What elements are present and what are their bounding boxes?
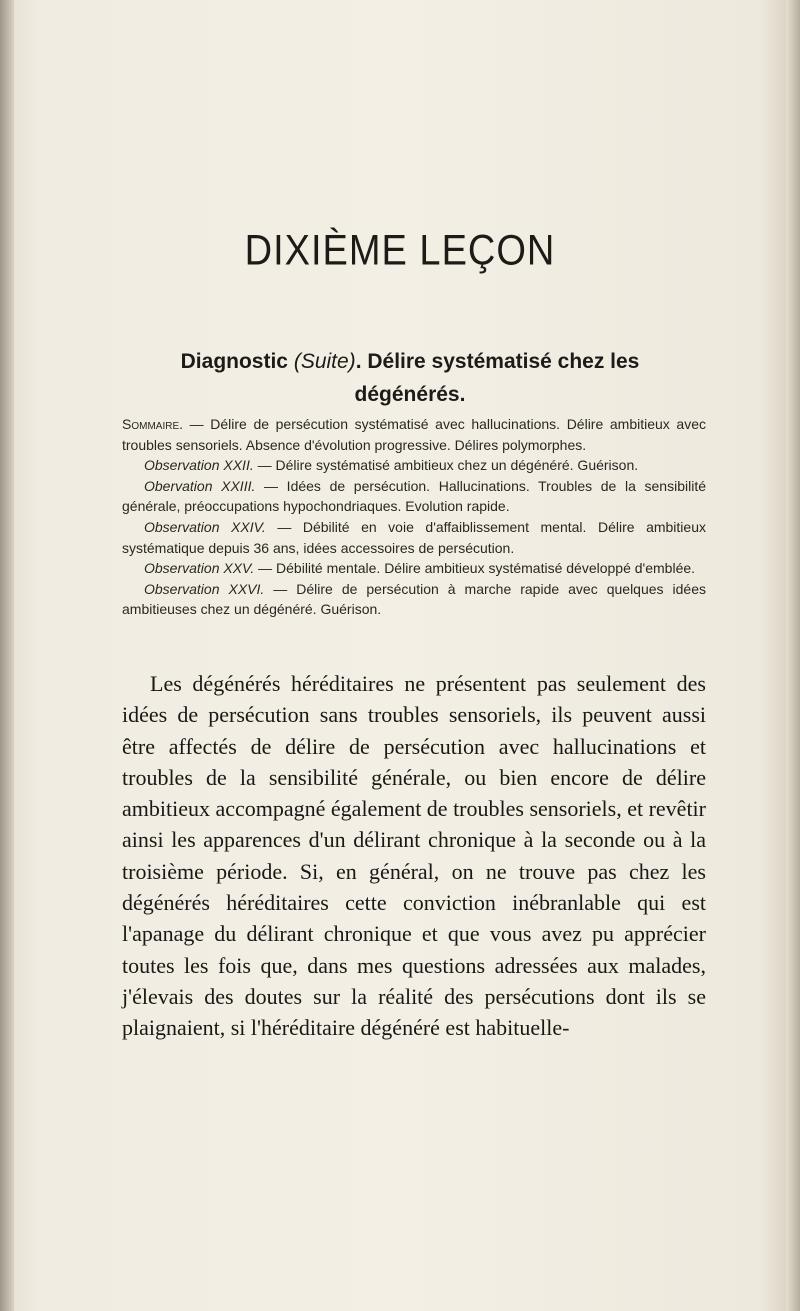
heading-part-suite: (Suite) — [293, 350, 356, 373]
observation-text: — Débilité en voie d'affaiblissement mental. Délire ambitieux systématique depuis 36 ans, idées accessoires de persécution. — [122, 518, 706, 556]
observation-label: Observation XXIV. — [144, 518, 266, 535]
summary-observation — [122, 579, 706, 620]
heading-part-topic: . Délire systématisé chez les dégénérés. — [354, 350, 640, 406]
summary-intro — [122, 414, 706, 455]
chapter-title: DIXIÈME LEÇON — [244, 227, 556, 275]
summary-observation — [122, 455, 706, 476]
page-edge-right — [786, 0, 800, 1311]
body-paragraph: Les dégénérés héréditaires ne présentent pas seulement des idées de persécution sans troubles sensoriels, ils peuvent aussi être affectés de délire de persécution avec hallucinations et troubles de la sensibilité générale, ou bien encore de délire ambitieux accompagné également de troubles sensoriels, et revêtir ainsi les apparences d'un délirant chronique à la seconde ou à la troisième période. Si, en général, on ne trouve pas chez les dégénérés héréditaires cette conviction inébranlable qui est l'apanage du délirant chronique et que vous avez pu apprécier toutes les fois que, dans mes questions adressées aux malades, j'élevais des doutes sur la réalité des persécutions dont ils se plaignaient, si l'héréditaire dégénéré est habituelle- — [122, 671, 706, 1041]
observation-label: Obervation XXIII. — [144, 477, 256, 494]
summary-observation — [122, 476, 706, 517]
observation-label: Observation XXVI. — [144, 580, 265, 597]
observation-label: Observation XXV. — [144, 560, 255, 577]
observation-text: — Délire systématisé ambitieux chez un dégénéré. Guérison. — [253, 457, 639, 474]
summary-observation — [122, 558, 706, 579]
page-binding-left — [0, 0, 14, 1311]
chapter-heading — [150, 345, 670, 411]
summary-lead: Sommaire. — [122, 416, 184, 432]
summary-observation — [122, 517, 706, 558]
heading-part-diagnostic: Diagnostic — [180, 350, 294, 373]
body-text — [122, 668, 706, 1044]
chapter-summary — [122, 414, 706, 620]
summary-intro-text: — Délire de persécution systématisé avec hallucinations. Délire ambitieux avec troubles sensoriels. Absence d'évolution progressive. Délires polymorphes. — [122, 416, 706, 453]
observation-text: — Délire de persécution à marche rapide avec quelques idées ambitieuses chez un dégénéré. Guérison. — [122, 580, 706, 618]
observation-text: — Idées de persécution. Hallucinations. Troubles de la sensibilité générale, préoccupations hypochondriaques. Evolution rapide. — [122, 477, 706, 515]
observation-label: Observation XXII. — [144, 457, 254, 474]
observation-text: — Débilité mentale. Délire ambitieux systématisé développé d'emblée. — [254, 560, 696, 577]
